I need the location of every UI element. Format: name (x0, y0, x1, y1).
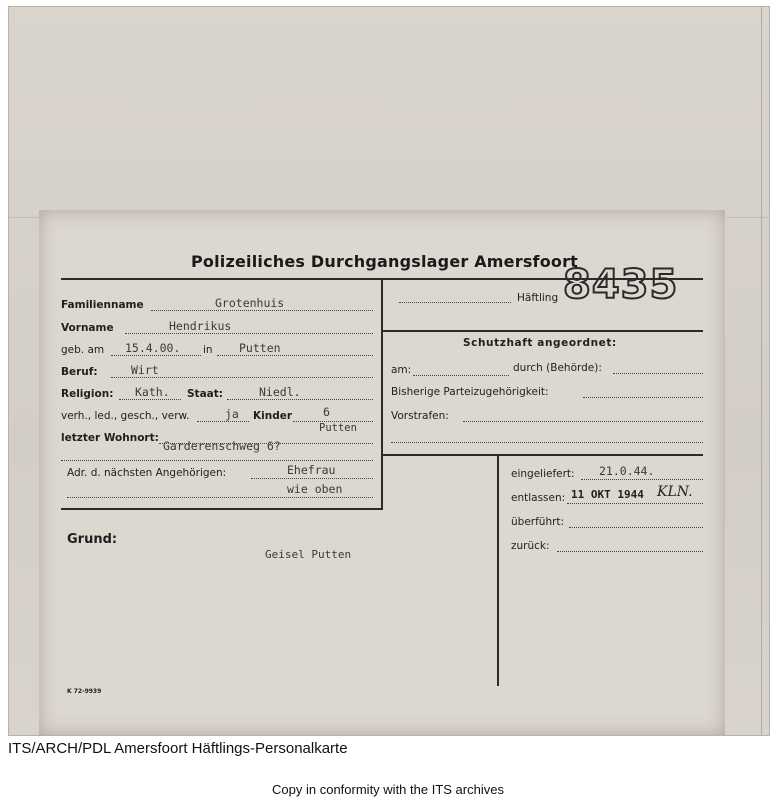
angehoerige-label: Adr. d. nächsten Angehörigen: (67, 467, 227, 479)
wohnort-value-1: Putten (319, 422, 357, 434)
card-title: Polizeiliches Durchgangslager Amersfoort (191, 252, 579, 271)
entlassen-stamp: 11 OKT 1944 (571, 488, 644, 501)
vorstrafen-label: Vorstrafen: (391, 410, 449, 422)
dotted-line (581, 479, 703, 480)
dotted-line (151, 310, 373, 311)
dotted-line (569, 527, 703, 528)
dotted-line (583, 397, 703, 398)
entlassen-label: entlassen: (511, 492, 566, 504)
form-code: K 72-9939 (67, 688, 102, 695)
vorname-label: Vorname (61, 322, 114, 334)
dotted-line (125, 333, 373, 334)
eingeliefert-value: 21.0.44. (599, 464, 655, 478)
wohnort-value-2: Garderenschweg 6? (163, 439, 281, 453)
dotted-line (391, 442, 703, 443)
kinder-label: Kinder (253, 410, 293, 422)
dotted-line (613, 373, 703, 374)
dotted-line (251, 478, 373, 479)
religion-label: Religion: (61, 388, 114, 400)
in-label: in (203, 344, 213, 356)
dotted-line (413, 375, 509, 376)
kinder-value: 6 (323, 405, 330, 419)
dotted-line (67, 497, 373, 498)
center-divider (381, 278, 383, 510)
dotted-line (61, 460, 373, 461)
dotted-line (217, 355, 373, 356)
grund-value: Geisel Putten (265, 548, 352, 561)
dotted-line (463, 421, 703, 422)
geb-value: 15.4.00. (125, 341, 181, 355)
schutzhaft-label: Schutzhaft angeordnet: (463, 337, 617, 349)
in-value: Putten (239, 341, 281, 355)
conformity-note: Copy in conformity with the ITS archives (272, 782, 504, 797)
dotted-line (227, 399, 373, 400)
dotted-line (111, 355, 201, 356)
religion-value: Kath. (135, 385, 170, 399)
scanned-paper (8, 6, 770, 736)
beruf-label: Beruf: (61, 366, 98, 378)
dotted-line (197, 421, 249, 422)
am-label: am: (391, 364, 412, 376)
staat-label: Staat: (187, 388, 223, 400)
lower-vertical-rule (497, 454, 499, 686)
entlassen-initials: KLN. (657, 484, 693, 500)
vorname-value: Hendrikus (169, 319, 232, 333)
angehoerige-value-2: wie oben (287, 482, 343, 496)
right-mid-rule (383, 330, 703, 332)
dotted-line (557, 551, 703, 552)
durch-label: durch (Behörde): (513, 362, 602, 374)
zurueck-label: zurück: (511, 540, 550, 552)
dotted-line (119, 399, 181, 400)
status-label: verh., led., gesch., verw. (61, 410, 190, 422)
paper-edge (761, 7, 762, 735)
beruf-value: Wirt (131, 363, 159, 377)
status-value: ja (225, 407, 239, 421)
wohnort-label: letzter Wohnort: (61, 432, 159, 444)
right-lower-rule (383, 454, 703, 456)
dotted-line (399, 302, 511, 303)
partei-label: Bisherige Parteizugehörigkeit: (391, 386, 549, 398)
prisoner-number: 8435 (563, 262, 679, 308)
archive-reference: ITS/ARCH/PDL Amersfoort Häftlings-Personalkarte (8, 740, 348, 757)
grund-label: Grund: (67, 532, 118, 547)
prisoner-label: Häftling (517, 292, 559, 304)
familienname-value: Grotenhuis (215, 296, 285, 310)
dotted-line (111, 377, 373, 378)
staat-value: Niedl. (259, 385, 301, 399)
geb-label: geb. am (61, 344, 105, 356)
familienname-label: Familienname (61, 299, 144, 311)
dotted-line (567, 503, 703, 504)
ueberfuehrt-label: überführt: (511, 516, 565, 528)
left-bottom-rule (61, 508, 383, 510)
eingeliefert-label: eingeliefert: (511, 468, 575, 480)
angehoerige-value-1: Ehefrau (287, 463, 336, 477)
prisoner-card (39, 210, 725, 735)
